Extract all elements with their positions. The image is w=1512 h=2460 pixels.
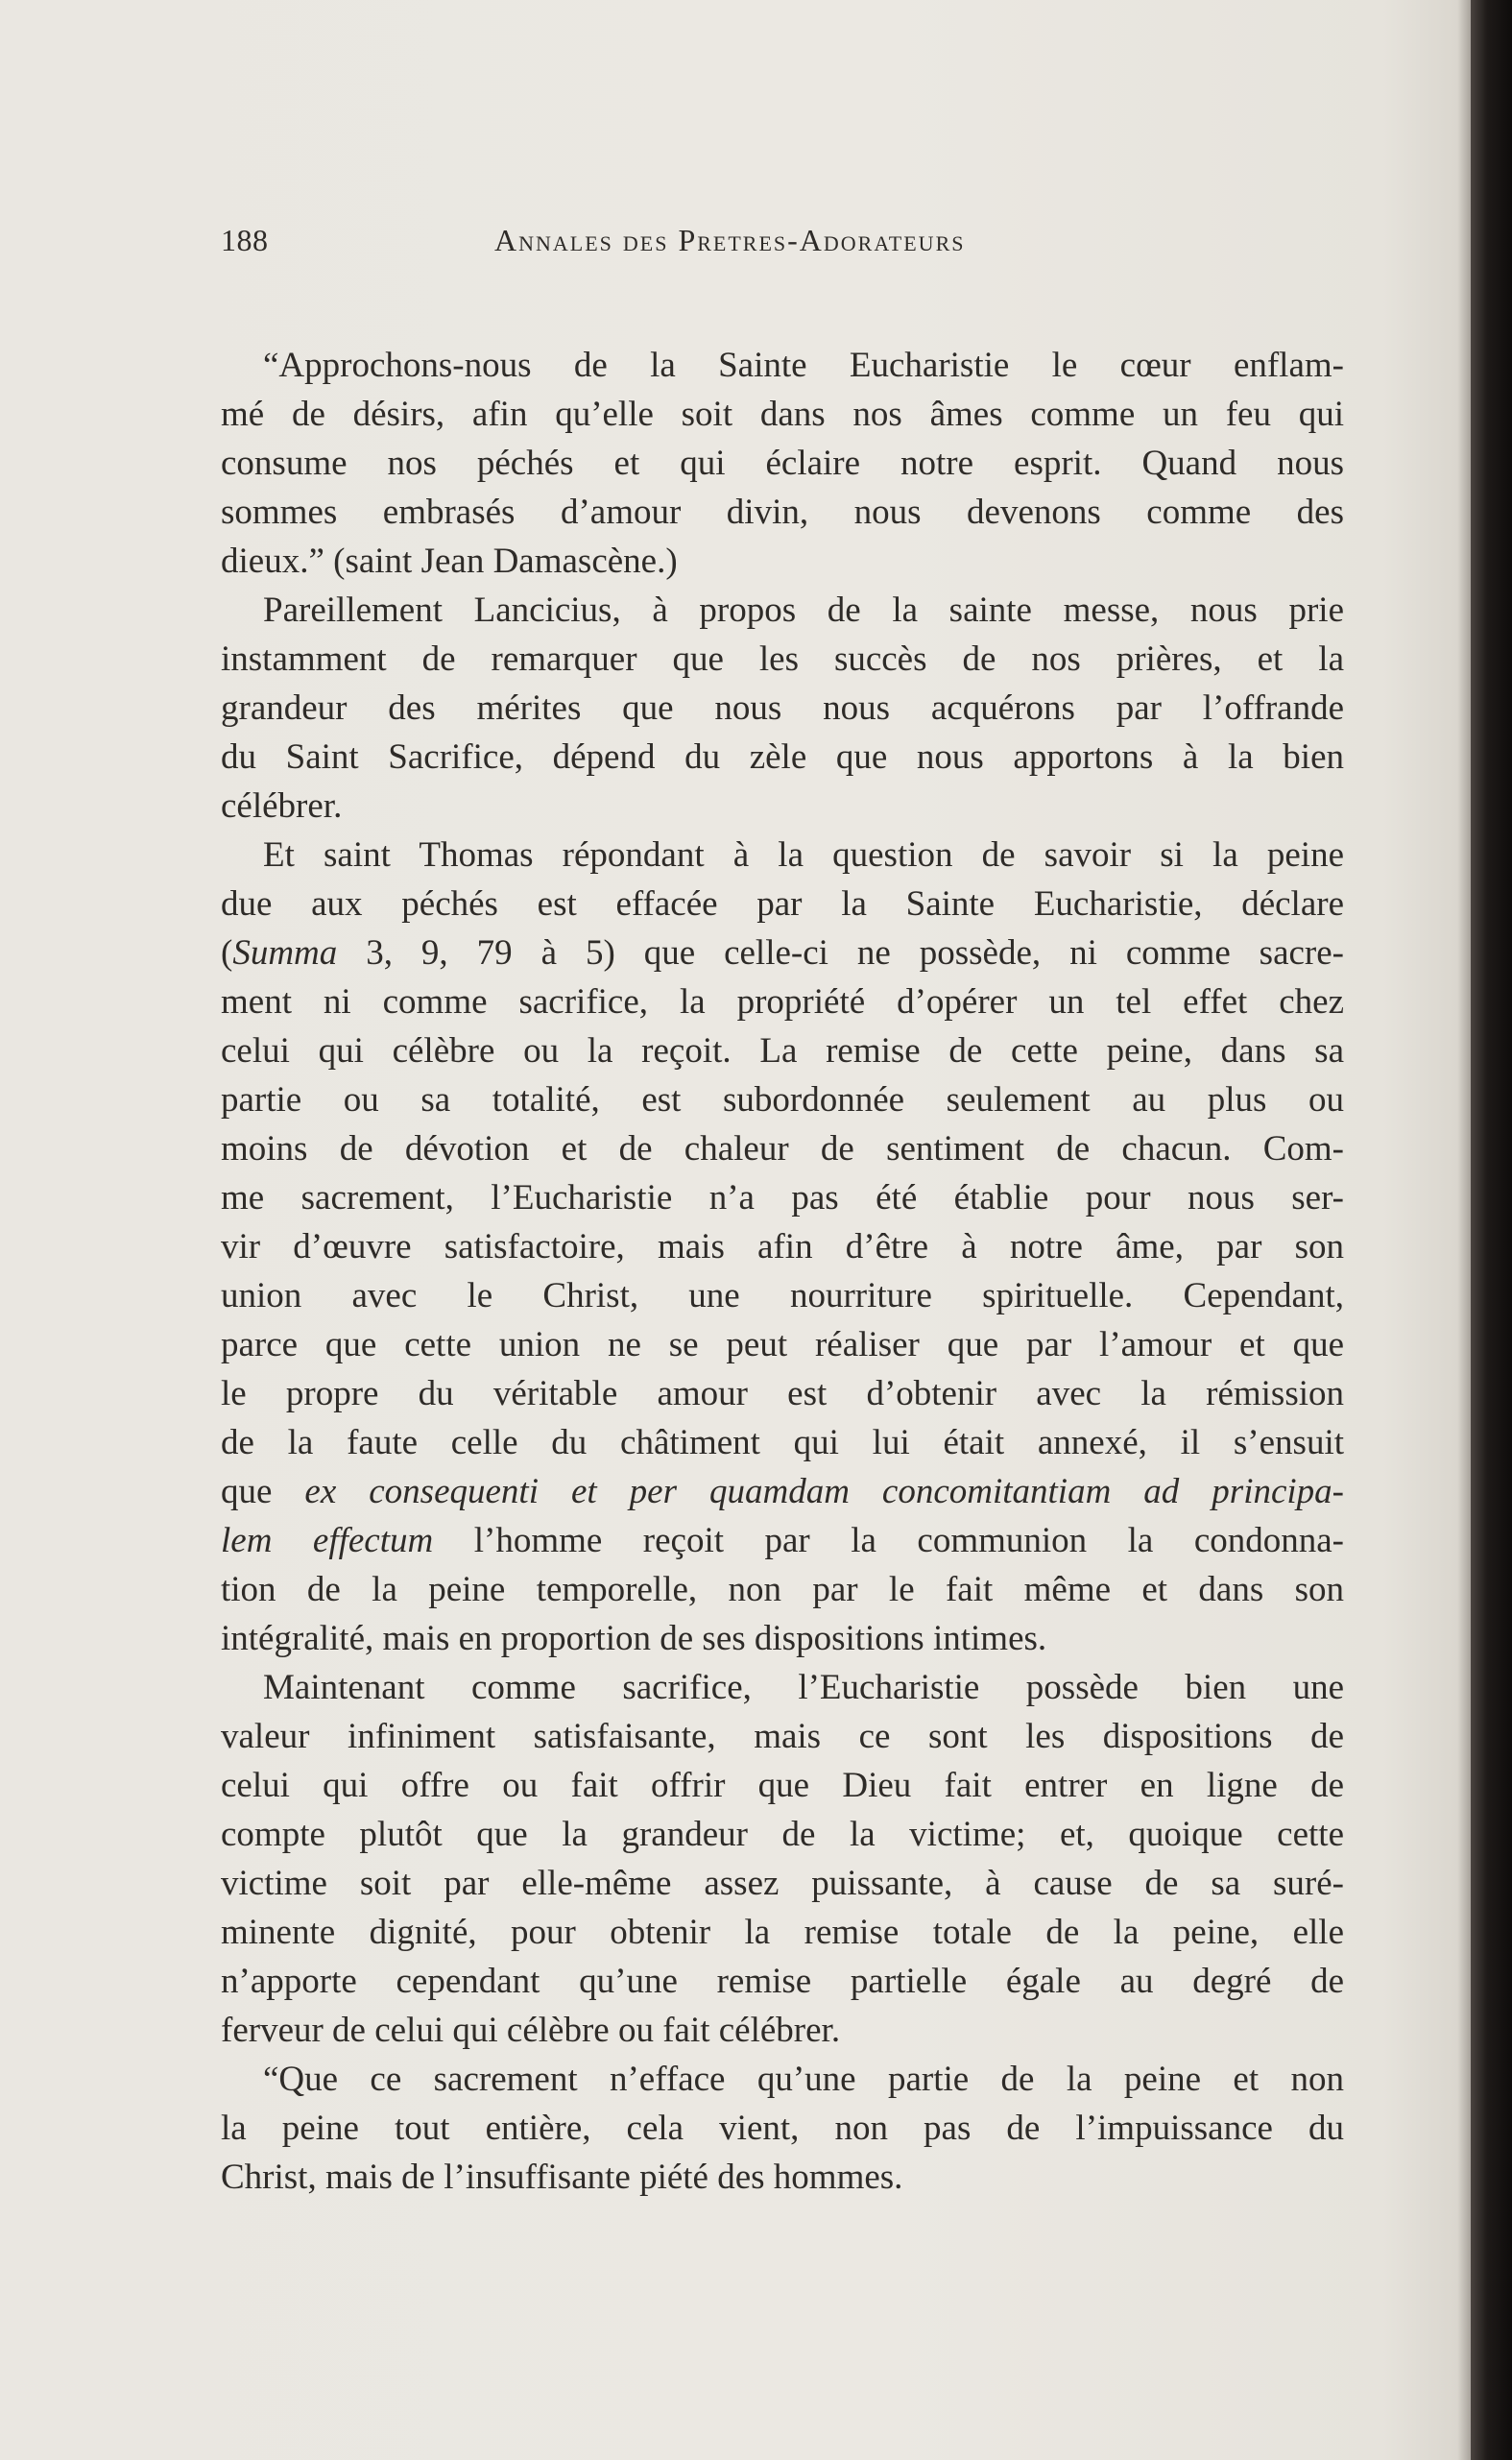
- italic-latin-segment: ex consequenti et per quamdam concomitantiam ad principa-: [304, 1472, 1344, 1511]
- text-line: union avec le Christ, une nourriture spirituelle. Cependant,: [221, 1276, 1344, 1315]
- text-line: celui qui offre ou fait offrir que Dieu fait entrer en ligne de: [221, 1766, 1344, 1805]
- book-spine: [1471, 0, 1512, 2460]
- text-line: [221, 1516, 1344, 1565]
- text-line: parce que cette union ne se peut réaliser que par l’amour et que: [221, 1325, 1344, 1364]
- text-line: intégralité, mais en proportion de ses dispositions intimes.: [221, 1619, 1047, 1658]
- text-line: valeur infiniment satisfaisante, mais ce sont les dispositions de: [221, 1717, 1344, 1756]
- text-line: Pareillement Lancicius, à propos de la sainte messe, nous prie: [263, 591, 1344, 630]
- text-line: vir d’œuvre satisfactoire, mais afin d’être à notre âme, par son: [221, 1227, 1344, 1266]
- text-segment: que: [221, 1472, 305, 1511]
- text-line: “Approchons-nous de la Sainte Eucharistie le cœur enflam-: [263, 346, 1344, 385]
- page-header: [221, 223, 1342, 271]
- text-segment: l’homme reçoit par la communion la condonna-: [433, 1521, 1344, 1560]
- text-line: de la faute celle du châtiment qui lui était annexé, il s’ensuit: [221, 1423, 1344, 1462]
- text-line: due aux péchés est effacée par la Sainte Eucharistie, déclare: [221, 884, 1344, 924]
- text-line: partie ou sa totalité, est subordonnée seulement au plus ou: [221, 1080, 1344, 1120]
- running-head: Annales des Pretres-Adorateurs: [494, 223, 966, 257]
- text-line: “Que ce sacrement n’efface qu’une partie de la peine et non: [263, 2060, 1344, 2099]
- text-line: victime soit par elle-même assez puissante, à cause de sa suré-: [221, 1864, 1344, 1903]
- text-line: instamment de remarquer que les succès de nos prières, et la: [221, 639, 1344, 679]
- paragraph: [221, 341, 1344, 586]
- text-line: n’apporte cependant qu’une remise partielle égale au degré de: [221, 1962, 1344, 2001]
- text-line: célébrer.: [221, 786, 343, 826]
- italic-latin-segment: Summa: [232, 933, 338, 973]
- paragraph: [221, 2055, 1344, 2202]
- text-line: Christ, mais de l’insuffisante piété des hommes.: [221, 2158, 903, 2197]
- text-line: dieux.” (saint Jean Damascène.): [221, 542, 678, 581]
- text-line: grandeur des mérites que nous nous acquérons par l’offrande: [221, 688, 1344, 728]
- text-segment: (: [221, 933, 233, 973]
- paragraph: [221, 586, 1344, 831]
- text-line: tion de la peine temporelle, non par le fait même et dans son: [221, 1570, 1344, 1609]
- text-line: du Saint Sacrifice, dépend du zèle que nous apportons à la bien: [221, 737, 1344, 777]
- paragraph: [221, 1663, 1344, 2055]
- text-line: mé de désirs, afin qu’elle soit dans nos âmes comme un feu qui: [221, 395, 1344, 434]
- text-line: ment ni comme sacrifice, la propriété d’opérer un tel effet chez: [221, 982, 1344, 1022]
- text-segment: 3, 9, 79 à 5) que celle-ci ne possède, ni comme sacre-: [337, 933, 1344, 973]
- page-number: 188: [221, 223, 269, 257]
- text-line: consume nos péchés et qui éclaire notre esprit. Quand nous: [221, 444, 1344, 483]
- italic-latin-segment: lem effectum: [221, 1521, 434, 1560]
- text-line: moins de dévotion et de chaleur de sentiment de chacun. Com-: [221, 1129, 1344, 1169]
- text-line: minente dignité, pour obtenir la remise totale de la peine, elle: [221, 1913, 1344, 1952]
- body-text: [221, 341, 1344, 2202]
- text-line: Et saint Thomas répondant à la question de savoir si la peine: [263, 835, 1344, 875]
- text-line: me sacrement, l’Eucharistie n’a pas été établie pour nous ser-: [221, 1178, 1344, 1218]
- text-line: celui qui célèbre ou la reçoit. La remise de cette peine, dans sa: [221, 1031, 1344, 1071]
- text-line: sommes embrasés d’amour divin, nous devenons comme des: [221, 493, 1344, 532]
- paragraph: [221, 831, 1344, 1663]
- text-line: [221, 1467, 1344, 1516]
- text-line: ferveur de celui qui célèbre ou fait célébrer.: [221, 2011, 841, 2050]
- text-line: le propre du véritable amour est d’obtenir avec la rémission: [221, 1374, 1344, 1413]
- text-line: compte plutôt que la grandeur de la victime; et, quoique cette: [221, 1815, 1344, 1854]
- text-line: [221, 929, 1344, 977]
- text-line: Maintenant comme sacrifice, l’Eucharistie possède bien une: [263, 1668, 1344, 1707]
- text-line: la peine tout entière, cela vient, non pas de l’impuissance du: [221, 2109, 1344, 2148]
